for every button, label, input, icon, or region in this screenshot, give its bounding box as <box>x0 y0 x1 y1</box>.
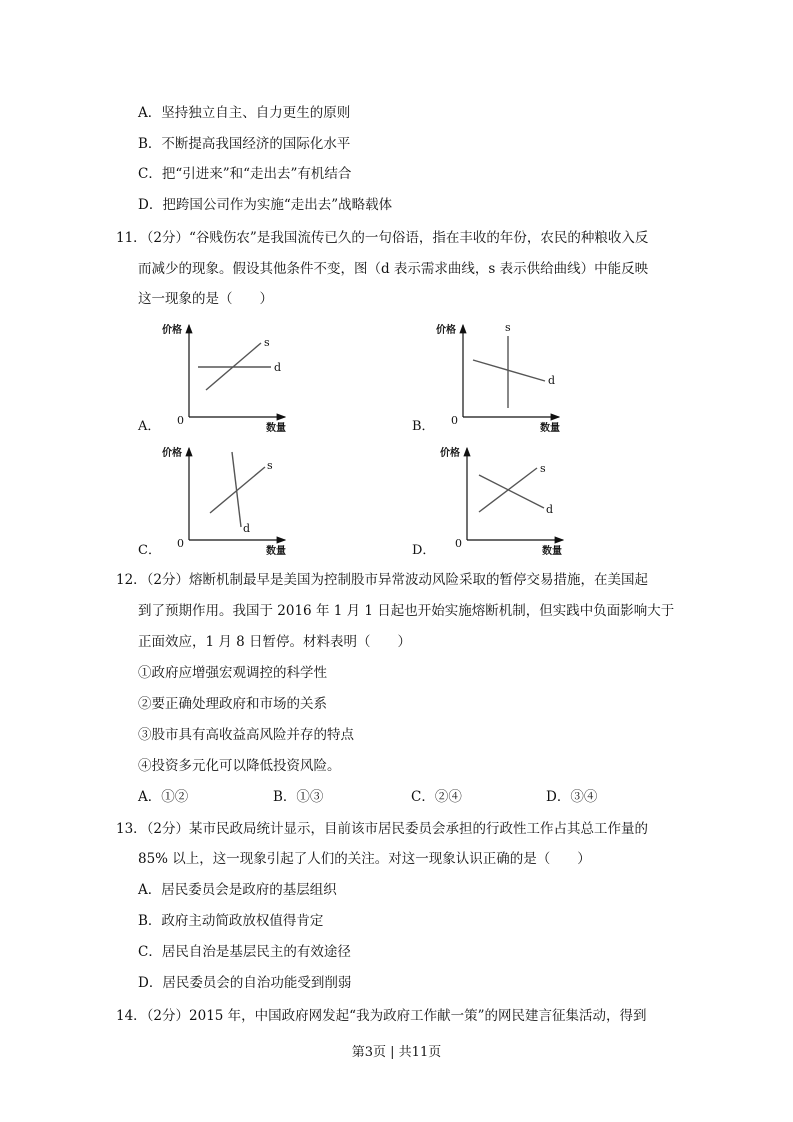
demand-curve <box>473 360 545 381</box>
q13-option-a: A．居民委员会是政府的基层组织 <box>138 882 337 898</box>
option-d-letter: D． <box>412 543 436 558</box>
page-footer: 第3页 | 共11页 <box>351 1045 442 1060</box>
q13-text: 13．（2分）某市民政局统计显示，目前该市居民委员会承担的行政性工作占其总工作量的 <box>116 821 649 837</box>
supply-label: s <box>505 321 511 334</box>
q13-option-c: C．居民自治是基层民主的有效途径 <box>138 944 351 960</box>
graph-b <box>412 321 560 434</box>
q12-statement-1: ①政府应增强宏观调控的科学性 <box>138 665 327 681</box>
origin-label: 0 <box>177 537 184 550</box>
x-axis-label: 数量 <box>266 423 286 434</box>
y-axis-label: 价格 <box>436 325 456 336</box>
demand-curve <box>232 452 241 527</box>
q12-option-d: D．③④ <box>546 789 598 805</box>
q10-option-b: B．不断提高我国经济的国际化水平 <box>138 136 351 152</box>
q12-statement-2: ②要正确处理政府和市场的关系 <box>138 696 327 712</box>
y-axis-label: 价格 <box>440 448 460 459</box>
y-axis-label: 价格 <box>162 448 182 459</box>
q12-statement-3: ③股市具有高收益高风险并存的特点 <box>138 727 354 743</box>
q12-text: 到了预期作用。我国于 2016 年 1 月 1 日起也开始实施熔断机制，但实践中负面影响大于 <box>138 603 675 619</box>
demand-label: d <box>548 374 556 387</box>
origin-label: 0 <box>177 414 184 427</box>
origin-label: 0 <box>455 537 462 550</box>
q10-option-a: A．坚持独立自主、自力更生的原则 <box>138 105 351 121</box>
q13-option-b: B．政府主动简政放权值得肯定 <box>138 913 324 929</box>
x-axis-label: 数量 <box>542 546 562 557</box>
graph-a <box>137 323 286 434</box>
q12-option-c: C．②④ <box>411 789 462 805</box>
q12-text: 正面效应，1 月 8 日暂停。材料表明（ ） <box>138 634 412 650</box>
q12-option-a: A．①② <box>138 789 189 805</box>
q12-option-b: B．①③ <box>273 789 324 805</box>
graph-d <box>412 446 563 558</box>
demand-label: d <box>243 522 251 535</box>
q11-text: 而减少的现象。假设其他条件不变，图（d 表示需求曲线，s 表示供给曲线）中能反映 <box>138 261 649 277</box>
demand-label: d <box>546 503 554 516</box>
option-c-letter: C． <box>138 543 161 558</box>
q12-text: 12．（2分）熔断机制最早是美国为控制股市异常波动风险采取的暂停交易措施，在美国起 <box>116 572 649 588</box>
demand-label: d <box>274 361 282 374</box>
q10-option-d: D．把跨国公司作为实施“走出去”战略载体 <box>138 197 393 213</box>
q11-text: 11．（2分）“谷贱伤农”是我国流传已久的一句俗语，指在丰收的年份，农民的种粮收入反 <box>116 230 649 246</box>
q11-text: 这一现象的是（ ） <box>138 291 273 307</box>
supply-label: s <box>540 462 546 475</box>
y-axis-label: 价格 <box>162 325 182 336</box>
option-b-letter: B． <box>412 419 435 434</box>
supply-label: s <box>267 459 273 472</box>
graph-c <box>138 446 286 558</box>
supply-label: s <box>264 336 270 349</box>
q10-option-c: C．把“引进来”和“走出去”有机结合 <box>138 166 352 182</box>
q14-text: 14．（2分）2015 年，中国政府网发起“我为政府工作献一策”的网民建言征集活动，得到 <box>116 1008 647 1024</box>
supply-curve <box>210 467 265 513</box>
option-a-letter: A． <box>138 419 161 434</box>
q12-statement-4: ④投资多元化可以降低投资风险。 <box>138 758 341 774</box>
q13-option-d: D．居民委员会的自治功能受到削弱 <box>138 975 352 991</box>
origin-label: 0 <box>451 414 458 427</box>
demand-curve <box>479 475 544 508</box>
x-axis-label: 数量 <box>266 546 286 557</box>
x-axis-label: 数量 <box>540 423 560 434</box>
q13-text: 85% 以上，这一现象引起了人们的关注。对这一现象认识正确的是（ ） <box>138 851 591 867</box>
